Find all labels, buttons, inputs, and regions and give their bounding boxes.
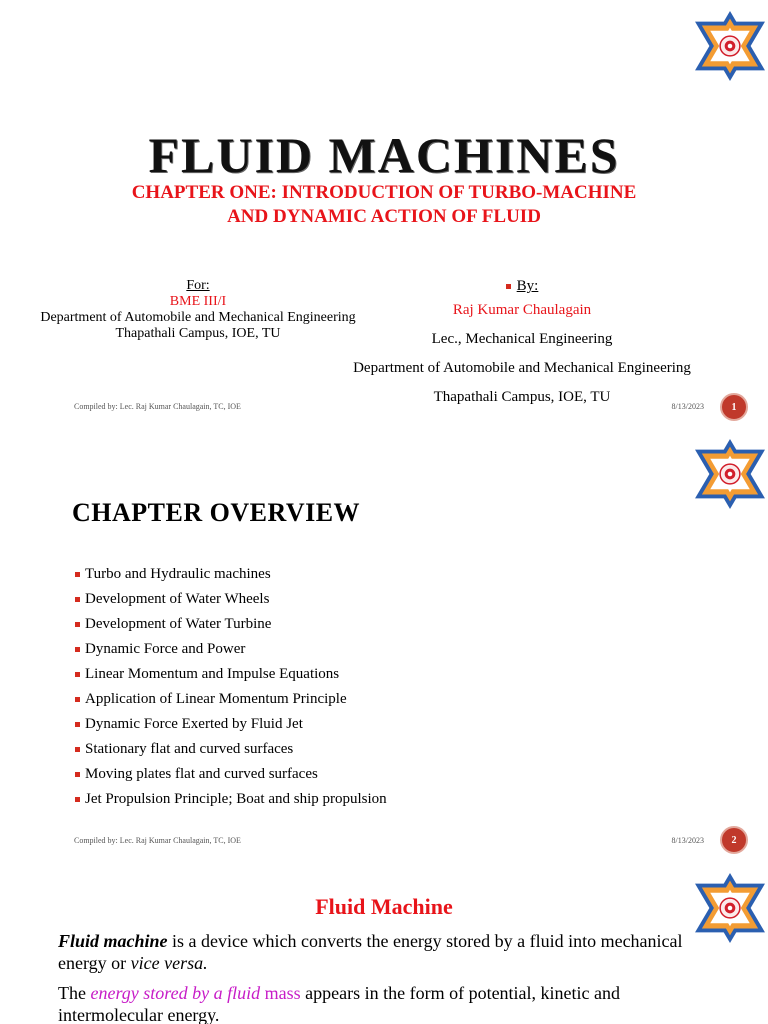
square-bullet-icon (75, 747, 80, 752)
defined-term: Fluid machine (58, 931, 168, 951)
list-item (75, 687, 387, 712)
highlighted-phrase: energy stored by a fluid (90, 983, 261, 1003)
for-campus: Thapathali Campus, IOE, TU (115, 326, 281, 341)
slide-1 (0, 0, 768, 430)
list-item-text: Turbo and Hydraulic machines (85, 566, 271, 582)
list-item-text: Dynamic Force Exerted by Fluid Jet (85, 716, 303, 732)
energy-text-start: The (58, 983, 91, 1003)
list-item (75, 612, 387, 637)
author-campus: Thapathali Campus, IOE, TU (433, 389, 611, 405)
for-block (20, 278, 376, 342)
list-item-text: Application of Linear Momentum Principle (85, 691, 347, 707)
energy-text-rest: appears in the form of potential, kinetic and intermolecular energy. (58, 983, 621, 1024)
square-bullet-icon (75, 722, 80, 727)
footer-date: 8/13/2023 (671, 402, 704, 411)
list-item-text: Development of Water Wheels (85, 591, 270, 607)
list-item-text: Development of Water Turbine (85, 616, 272, 632)
square-bullet-icon (75, 697, 80, 702)
list-item (75, 587, 387, 612)
footer-compiled-by: Compiled by: Lec. Raj Kumar Chaulagain, TC, IOE (74, 402, 241, 411)
by-line (330, 276, 714, 296)
for-department: Department of Automobile and Mechanical Engineering (40, 310, 356, 325)
overview-list (75, 562, 387, 812)
square-bullet-icon (75, 797, 80, 802)
square-bullet-icon (75, 572, 80, 577)
ioe-emblem-icon (692, 436, 768, 512)
subtitle-line-1: CHAPTER ONE: INTRODUCTION OF TURBO-MACHINE (131, 182, 637, 203)
list-item-text: Jet Propulsion Principle; Boat and ship propulsion (85, 791, 387, 807)
footer-compiled-by: Compiled by: Lec. Raj Kumar Chaulagain, TC, IOE (74, 836, 241, 845)
course-code: BME III/I (169, 294, 227, 309)
square-bullet-icon (75, 597, 80, 602)
list-item-text: Dynamic Force and Power (85, 641, 246, 657)
square-bullet-icon (75, 622, 80, 627)
square-bullet-icon (75, 647, 80, 652)
square-bullet-icon (506, 284, 511, 289)
list-item-text: Moving plates flat and curved surfaces (85, 766, 318, 782)
list-item (75, 737, 387, 762)
list-item (75, 562, 387, 587)
slide-2 (0, 432, 768, 862)
author-department: Department of Automobile and Mechanical Engineering (353, 360, 691, 376)
for-label: For: (186, 278, 210, 293)
definition-paragraph (58, 930, 698, 974)
vice-versa-text: vice versa. (130, 953, 208, 973)
by-label: By: (516, 278, 539, 294)
overview-title: CHAPTER OVERVIEW (72, 498, 361, 527)
author-name: Raj Kumar Chaulagain (452, 302, 592, 318)
slide-3 (0, 864, 768, 1024)
list-item (75, 637, 387, 662)
list-item (75, 787, 387, 812)
page-number-badge: 2 (720, 826, 748, 854)
definition-text: is a device which converts the energy stored by a fluid into mechanical energy or (58, 931, 683, 973)
list-item-text: Linear Momentum and Impulse Equations (85, 666, 340, 682)
list-item (75, 662, 387, 687)
list-item (75, 762, 387, 787)
mass-word: mass (260, 983, 301, 1003)
list-item (75, 712, 387, 737)
square-bullet-icon (75, 772, 80, 777)
list-item-text: Stationary flat and curved surfaces (85, 741, 294, 757)
footer-date: 8/13/2023 (671, 836, 704, 845)
by-block (330, 276, 714, 412)
square-bullet-icon (75, 672, 80, 677)
energy-paragraph (58, 982, 698, 1024)
subtitle-line-2: AND DYNAMIC ACTION OF FLUID (227, 206, 541, 227)
chapter-subtitle (60, 181, 708, 229)
page-number-badge: 1 (720, 393, 748, 421)
slide-title: FLUID MACHINES (148, 127, 620, 183)
section-title: Fluid Machine (315, 894, 453, 919)
ioe-emblem-icon (692, 8, 768, 84)
author-position: Lec., Mechanical Engineering (431, 331, 613, 347)
